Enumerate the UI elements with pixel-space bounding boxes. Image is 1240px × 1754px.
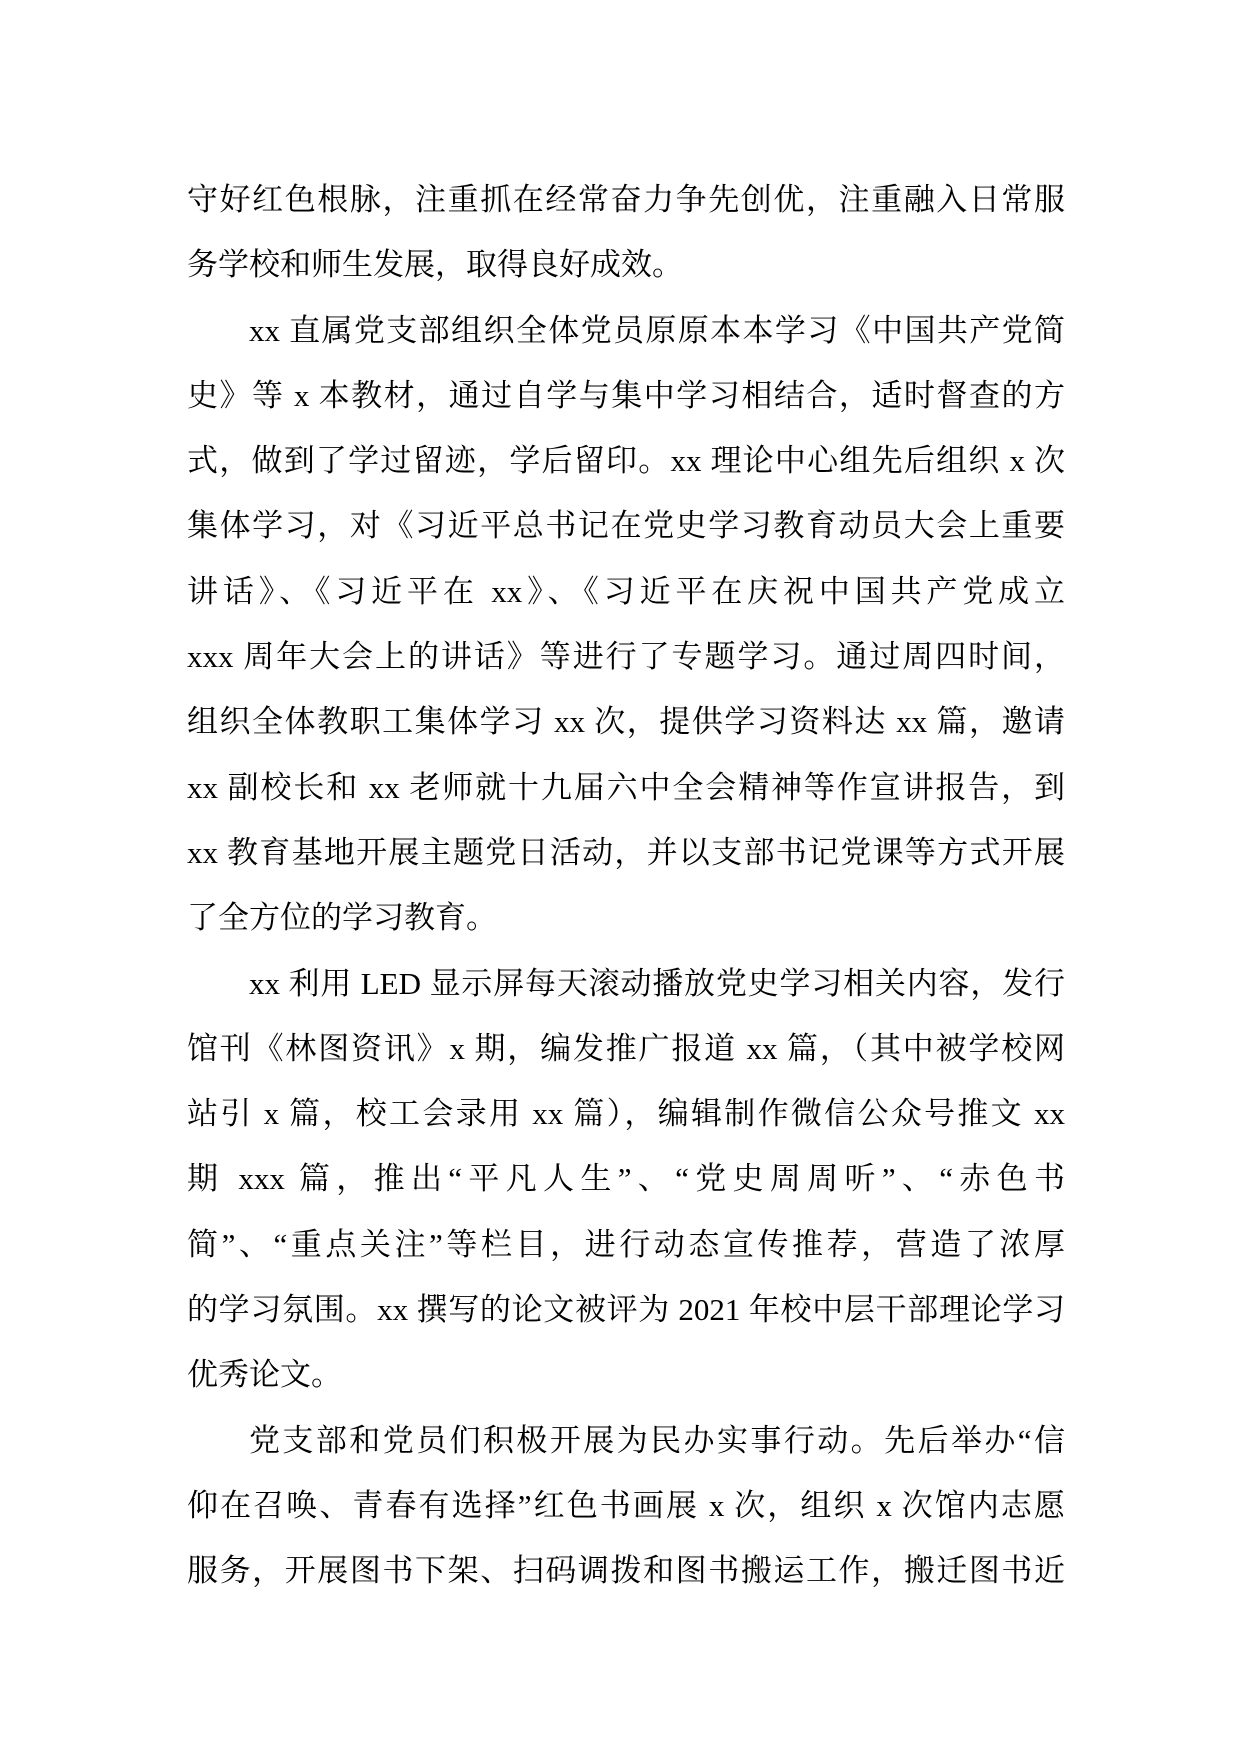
text-line: 守好红色根脉，注重抓在经常奋力争先创优，注重融入日常服 [187,182,1065,217]
text-line: 站引 x 篇，校工会录用 xx 篇），编辑制作微信公众号推文 xx [187,1096,1065,1132]
text-line: 简”、“重点关注”等栏目，进行动态宣传推荐，营造了浓厚 [187,1226,1065,1262]
text-line: 优秀论文。 [187,1357,342,1393]
paragraph [187,1408,1065,1604]
text-line: xx 教育基地开展主题党日活动，并以支部书记党课等方式开展 [187,834,1065,870]
paragraph [187,951,1065,1408]
text-line: 党支部和党员们积极开展为民办实事行动。先后举办“信 [249,1422,1065,1458]
text-line: 期 xxx 篇，推出“平凡人生”、“党史周周听”、“赤色书 [187,1161,1065,1197]
text-line: 服务，开展图书下架、扫码调拨和图书搬运工作，搬迁图书近 [187,1553,1065,1589]
text-line: 讲话》、《习近平在 xx》、《习近平在庆祝中国共产党成立 [187,573,1065,609]
text-line: 集体学习，对《习近平总书记在党史学习教育动员大会上重要 [187,508,1065,544]
text-line: 仰在召唤、青春有选择”红色书画展 x 次，组织 x 次馆内志愿 [187,1487,1065,1523]
text-line: xx 直属党支部组织全体党员原原本本学习《中国共产党简 [249,312,1065,348]
text-line: 组织全体教职工集体学习 xx 次，提供学习资料达 xx 篇，邀请 [187,704,1065,740]
text-line: xxx 周年大会上的讲话》等进行了专题学习。通过周四时间， [187,639,1065,675]
text-line: 了全方位的学习教育。 [187,900,497,936]
text-line: 务学校和师生发展，取得良好成效。 [187,247,683,283]
text-line: xx 利用 LED 显示屏每天滚动播放党史学习相关内容，发行 [249,965,1065,1001]
text-line: 馆刊《林图资讯》x 期，编发推广报道 xx 篇，（其中被学校网 [187,1030,1065,1066]
paragraph [187,298,1065,951]
document-text-block [187,167,1065,1604]
text-line: 的学习氛围。xx 撰写的论文被评为 2021 年校中层干部理论学习 [187,1292,1065,1328]
text-line: 史》等 x 本教材，通过自学与集中学习相结合，适时督查的方 [187,377,1065,413]
paragraph [187,167,1065,298]
text-line: 式，做到了学过留迹，学后留印。xx 理论中心组先后组织 x 次 [187,443,1065,479]
text-line: xx 副校长和 xx 老师就十九届六中全会精神等作宣讲报告，到 [187,769,1065,805]
